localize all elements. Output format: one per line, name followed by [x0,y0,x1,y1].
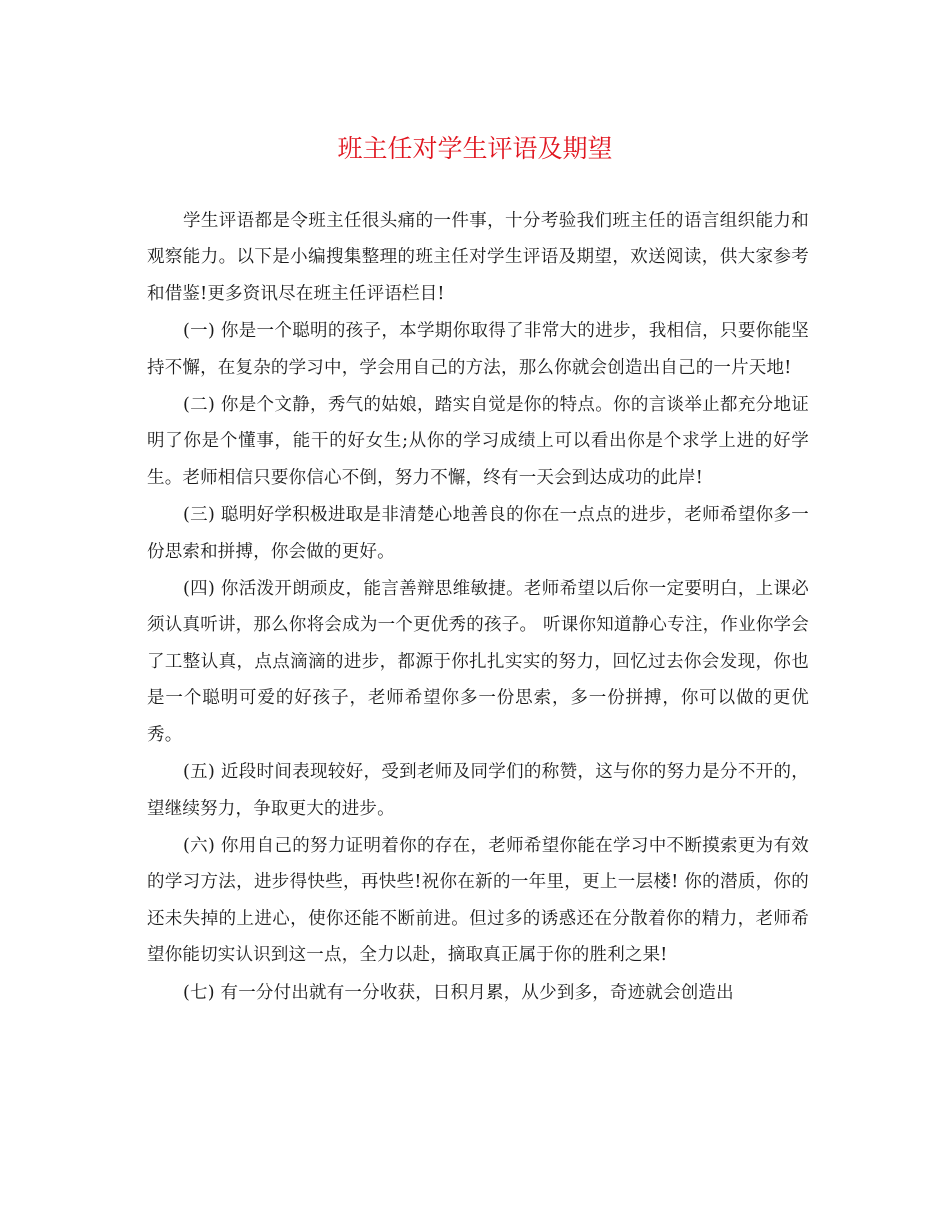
paragraph-comment-4: (四) 你活泼开朗顽皮，能言善辩思维敏捷。老师希望以后你一定要明白，上课必须认真听讲，那么你将会成为一个更优秀的孩子。 听课你知道静心专注，作业你学会了工整认真，点点滴滴的进步，都源于你扎扎实实的努力，回忆过去你会发现，你也是一个聪明可爱的好孩子，老师希望你多一份思索，多一份拼搏，你可以做的更优秀。 [147,579,809,745]
paragraph-comment-1: (一) 你是一个聪明的孩子，本学期你取得了非常大的进步，我相信，只要你能坚持不懈，在复杂的学习中，学会用自己的方法，那么你就会创造出自己的一片天地! [147,321,809,378]
document-body [147,203,809,1012]
paragraph-intro: 学生评语都是令班主任很头痛的一件事，十分考验我们班主任的语言组织能力和观察能力。以下是小编搜集整理的班主任对学生评语及期望，欢送阅读，供大家参考和借鉴!更多资讯尽在班主任评语栏目! [147,211,809,304]
paragraph-comment-3: (三) 聪明好学积极进取是非清楚心地善良的你在一点点的进步，老师希望你多一份思索和拼搏，你会做的更好。 [147,505,809,562]
paragraph-comment-7: (七) 有一分付出就有一分收获，日积月累，从少到多，奇迹就会创造出 [183,982,734,1003]
document-title: 班主任对学生评语及期望 [337,134,613,163]
paragraph-comment-2: (二) 你是个文静，秀气的姑娘，踏实自觉是你的特点。你的言谈举止都充分地证明了你是个懂事，能干的好女生;从你的学习成绩上可以看出你是个求学上进的好学生。老师相信只要你信心不倒，努力不懈，终有一天会到达成功的此岸! [147,395,809,488]
paragraph-comment-6: (六) 你用自己的努力证明着你的存在，老师希望你能在学习中不断摸索更为有效的学习方法，进步得快些，再快些!祝你在新的一年里，更上一层楼! 你的潜质，你的还未失掉的上进心，使你还能不断前进。但过多的诱惑还在分散着你的精力，老师希望你能切实认识到这一点，全力以赴，摘取真正属于你的胜利之果! [147,835,809,966]
paragraph-comment-5: (五) 近段时间表现较好，受到老师及同学们的称赞，这与你的努力是分不开的，望继续努力，争取更大的进步。 [147,762,809,819]
